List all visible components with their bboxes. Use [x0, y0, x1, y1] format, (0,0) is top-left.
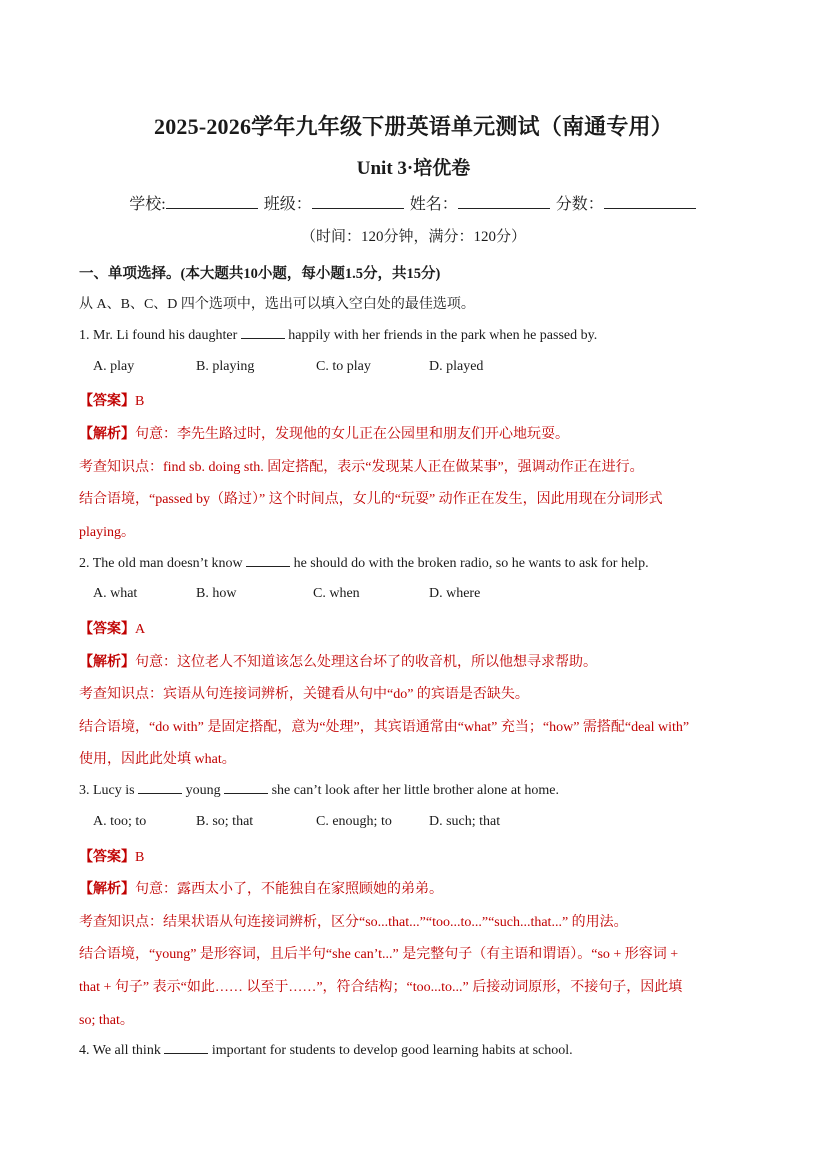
score-blank [604, 194, 696, 209]
question-3-context-1: 结合语境，“young” 是形容词，且后半句“she can’t...” 是完整句子（有主语和谓语）。“so + 形容词 + [79, 947, 679, 962]
question-2-answer: 【答案】A [79, 622, 146, 637]
question-1-answer: 【答案】B [79, 394, 145, 409]
page-title: 2025-2026学年九年级下册英语单元测试（南通专用） [154, 114, 673, 139]
question-2-knowledge: 考查知识点：宾语从句连接词辨析，关键看从句中“do” 的宾语是否缺失。 [79, 687, 529, 702]
question-2-option-b: B. how [196, 586, 237, 601]
question-3-context-3: so; that。 [79, 1013, 134, 1028]
question-3-context-2: that + 句子” 表示“如此…… 以至于……”，符合结构；“too...to...” 后接动词原形，不接句子，因此填 [79, 980, 683, 995]
question-2-stem: 2. The old man doesn’t know he should do with the broken radio, so he wants to ask for help. [79, 556, 649, 571]
answer-blank [241, 326, 285, 339]
time-note: （时间：120分钟，满分：120分） [300, 229, 526, 245]
question-2-context-1: 结合语境，“do with” 是固定搭配，意为“处理”，其宾语通常由“what” 充当；“how” 需搭配“deal with” [79, 720, 690, 735]
question-3-option-d: D. such; that [429, 814, 501, 829]
name-blank [458, 194, 550, 209]
question-1-option-c: C. to play [316, 359, 371, 374]
answer-blank [246, 554, 290, 567]
question-3-answer: 【答案】B [79, 850, 145, 865]
section-heading: 一、单项选择。(本大题共10小题，每小题1.5分，共15分) [79, 266, 441, 282]
school-blank [166, 194, 258, 209]
question-1-option-d: D. played [429, 359, 484, 374]
student-info-row [0, 191, 827, 214]
question-2-context-2: 使用，因此此处填 what。 [79, 752, 236, 767]
school-label: 学校: [129, 196, 166, 213]
question-1-context-2: playing。 [79, 525, 135, 540]
question-3-knowledge: 考查知识点：结果状语从句连接词辨析，区分“so...that...”“too...to...”“such...that...” 的用法。 [79, 915, 628, 930]
class-label: 班级： [263, 196, 312, 213]
question-3-analysis: 【解析】句意：露西太小了，不能独自在家照顾她的弟弟。 [79, 882, 443, 897]
question-3-option-a: A. too; to [93, 814, 147, 829]
question-1-stem: 1. Mr. Li found his daughter happily with her friends in the park when he passed by. [79, 328, 598, 343]
question-3-option-c: C. enough; to [316, 814, 392, 829]
question-1-option-b: B. playing [196, 359, 255, 374]
score-label: 分数： [555, 196, 604, 213]
question-2-analysis: 【解析】句意：这位老人不知道该怎么处理这台坏了的收音机，所以他想寻求帮助。 [79, 655, 597, 670]
question-1-knowledge: 考查知识点：find sb. doing sth. 固定搭配，表示“发现某人正在做某事”，强调动作正在进行。 [79, 460, 644, 475]
question-1-option-a: A. play [93, 359, 135, 374]
name-label: 姓名： [409, 196, 458, 213]
question-3-stem: 3. Lucy is young she can’t look after her little brother alone at home. [79, 783, 560, 798]
answer-blank [138, 781, 182, 794]
question-3-option-b: B. so; that [196, 814, 254, 829]
class-blank [312, 194, 404, 209]
question-2-option-a: A. what [93, 586, 138, 601]
question-4-stem: 4. We all think important for students to develop good learning habits at school. [79, 1043, 573, 1058]
answer-blank [224, 781, 268, 794]
section-instruction: 从 A、B、C、D 四个选项中，选出可以填入空白处的最佳选项。 [79, 297, 475, 312]
question-1-analysis: 【解析】句意：李先生路过时，发现他的女儿正在公园里和朋友们开心地玩耍。 [79, 427, 569, 442]
question-2-option-c: C. when [313, 586, 360, 601]
question-1-context-1: 结合语境，“passed by（路过）” 这个时间点，女儿的“玩耍” 动作正在发生，因此用现在分词形式 [79, 492, 663, 507]
question-2-option-d: D. where [429, 586, 481, 601]
answer-blank [164, 1041, 208, 1054]
page-subtitle: Unit 3·培优卷 [356, 158, 471, 179]
